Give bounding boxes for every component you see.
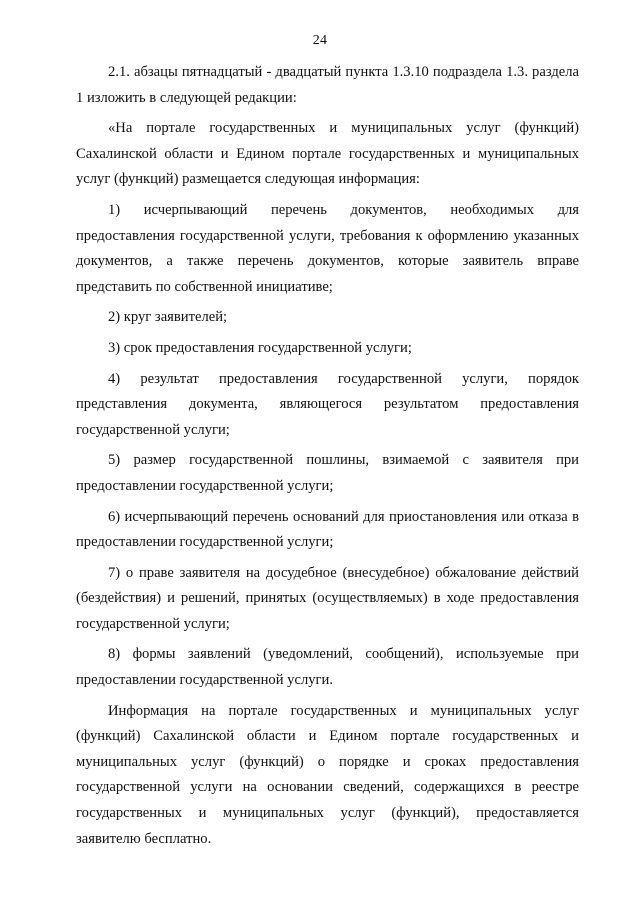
list-item-5: 5) размер государственной пошлины, взимаемой с заявителя при предоставлении государственной услуги; xyxy=(76,452,579,494)
list-item-6: 6) исчерпывающий перечень оснований для приостановления или отказа в предоставлении государственной услуги; xyxy=(76,508,579,551)
list-item-7: 7) о праве заявителя на досудебное (внесудебное) обжалование действий (бездействия) и решений, принятых (осуществляемых) в ходе предоставления государственной услуги; xyxy=(76,564,579,632)
paragraph-amendment-intro: 2.1. абзацы пятнадцатый - двадцатый пункта 1.3.10 подраздела 1.3. раздела 1 изложить в следующей редакции: xyxy=(76,64,579,106)
list-item-8: 8) формы заявлений (уведомлений, сообщений), используемые при предоставлении государственной услуги. xyxy=(76,646,579,689)
paragraph-free-info: Информация на портале государственных и муниципальных услуг (функций) Сахалинской области и Едином портале государственных и муниципальных услуг (функций) о порядке и сроках предоставления государственной услуги на основании сведений, содержащихся в реестре государственных и муниципальных услуг (функций), предоставляется заявителю бесплатно. xyxy=(76,702,579,847)
list-item-4: 4) результат предоставления государственной услуги, порядок представления документа, являющегося результатом предоставления государственной услуги; xyxy=(76,370,579,438)
list-item-1: 1) исчерпывающий перечень документов, необходимых для предоставления государственной услуги, требования к оформлению указанных документов, а также перечень документов, которые заявитель вправе представить по собственной инициативе; xyxy=(76,201,579,295)
list-item-2: 2) круг заявителей; xyxy=(108,309,228,326)
list-item-3: 3) срок предоставления государственной услуги; xyxy=(108,339,412,356)
paragraph-portal-info: «На портале государственных и муниципальных услуг (функций) Сахалинской области и Едином портале государственных и муниципальных услуг (функций) размещается следующая информация: xyxy=(76,120,579,188)
document-body xyxy=(76,60,579,852)
page-number: 24 xyxy=(312,33,328,48)
